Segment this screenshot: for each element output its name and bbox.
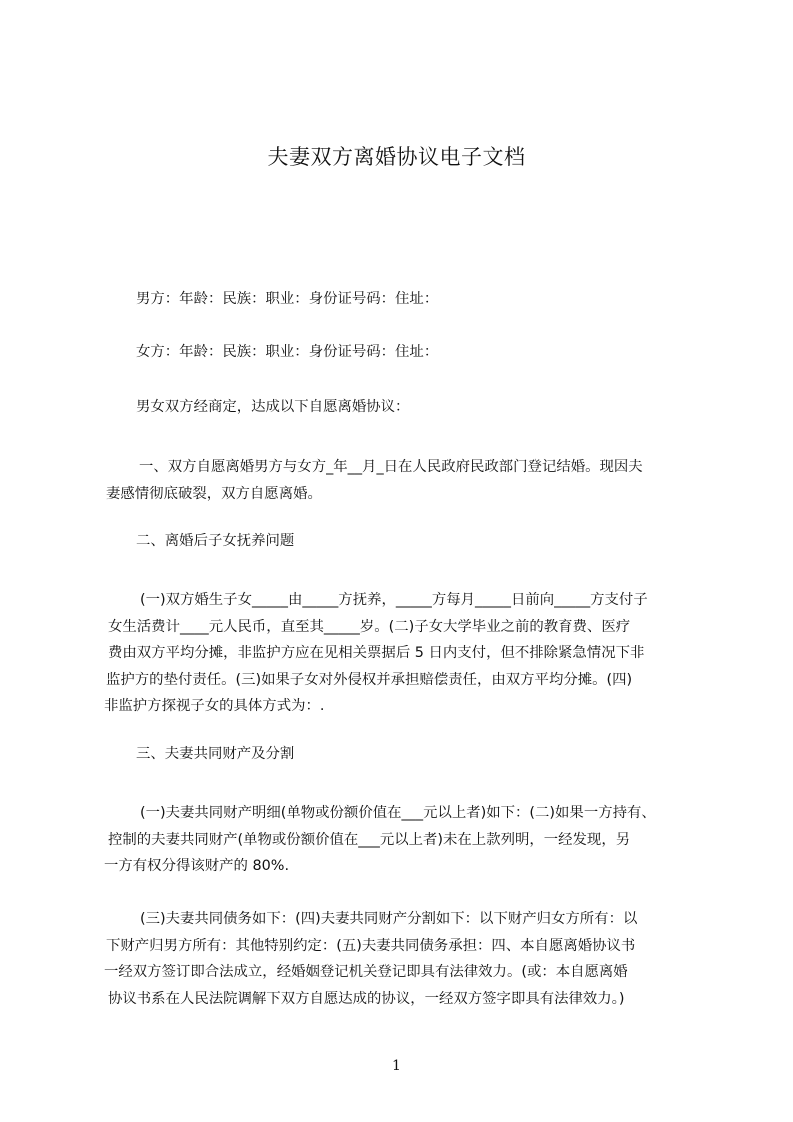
paragraph-joint-property-details <box>104 800 656 880</box>
section-heading-joint-property <box>136 747 294 761</box>
section-heading-child-custody <box>136 534 294 548</box>
paragraph-female-party-info <box>136 345 438 359</box>
paragraph-agreement-intro <box>136 400 409 414</box>
text-line: 一方有权分得该财产的 80%. <box>104 858 290 874</box>
text-line: 监护方的垫付责任。(三)如果子女对外侵权并承担赔偿责任，由双方平均分摊。(四) <box>106 671 633 688</box>
document-title: 夫妻双方离婚协议电子文档 <box>267 145 526 169</box>
text-line: 女生活费计____元人民币，直至其_____岁。(二)子女大学毕业之前的教育费、医疗 <box>108 618 631 635</box>
text-line: (一)双方婚生子女_____由_____方抚养，_____方每月_____日前向_____方支付子 <box>140 592 648 608</box>
text-line: 协议书系在人民法院调解下双方自愿达成的协议，一经双方签字即具有法律效力。) <box>108 990 625 1007</box>
text-line: 男方：年龄：民族：职业：身份证号码：住址： <box>136 291 439 307</box>
text-line: 非监护方探视子女的具体方式为：. <box>104 698 325 714</box>
text-line: 费由双方平均分摊，非监护方应在见相关票据后 5 日内支付，但不排除紧急情况下非 <box>108 645 645 661</box>
page-number: 1 <box>392 1058 401 1074</box>
paragraph-section-1 <box>106 454 643 508</box>
text-line: (三)夫妻共同债务如下：(四)夫妻共同财产分割如下：以下财产归女方所有：以 <box>140 911 638 927</box>
text-line: 下财产归男方所有：其他特别约定：(五)夫妻共同债务承担：四、本自愿离婚协议书 <box>106 937 636 954</box>
text-line: 控制的夫妻共同财产(单物或份额价值在___元以上者)未在上款列明，一经发现，另 <box>108 831 631 848</box>
text-line: 女方：年龄：民族：职业：身份证号码：住址： <box>136 344 439 360</box>
text-line: 一经双方签订即合法成立，经婚姻登记机关登记即具有法律效力。(或：本自愿离婚 <box>104 964 628 980</box>
text-line: 妻感情彻底破裂，双方自愿离婚。 <box>106 486 322 502</box>
text-line: 一、双方自愿离婚男方与女方_年__月_日在人民政府民政部门登记结婚。现因夫 <box>139 459 643 475</box>
paragraph-debts-and-effect <box>104 906 637 1012</box>
text-line: (一)夫妻共同财产明细(单物或份额价值在___元以上者)如下：(二)如果一方持有、 <box>140 805 656 821</box>
text-line: 男女双方经商定，达成以下自愿离婚协议： <box>136 399 410 415</box>
paragraph-male-party-info <box>136 292 438 306</box>
paragraph-child-custody-details <box>104 587 648 720</box>
text-line: 二、离婚后子女抚养问题 <box>136 533 295 549</box>
text-line: 三、夫妻共同财产及分割 <box>136 746 295 762</box>
